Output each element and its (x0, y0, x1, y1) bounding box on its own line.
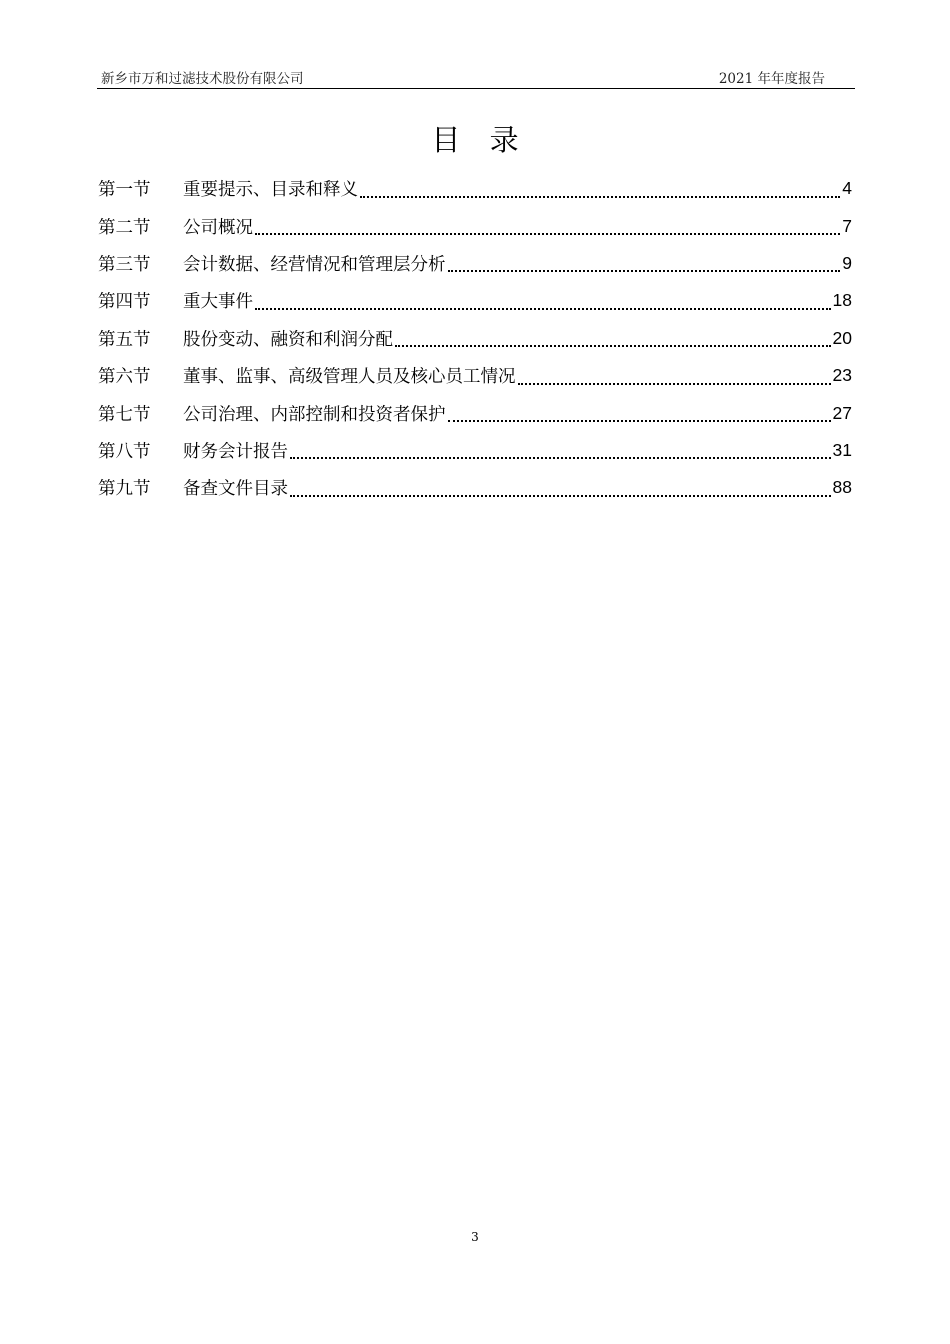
toc-leader-dots (395, 325, 831, 347)
header-company-name: 新乡市万和过滤技术股份有限公司 (101, 71, 304, 87)
toc-leader-dots (290, 475, 831, 497)
toc-page-number: 9 (842, 252, 852, 273)
toc-title: 目 录 (431, 123, 529, 157)
header-report-title: 2021 年年度报告 (718, 71, 825, 87)
toc-leader-dots (360, 176, 840, 198)
toc-section-number: 第五节 (98, 329, 151, 350)
table-of-contents (98, 170, 852, 507)
toc-leader-dots (255, 213, 840, 235)
toc-entry[interactable] (98, 282, 852, 319)
toc-section-title: 重大事件 (183, 292, 253, 313)
toc-leader-dots (448, 400, 831, 422)
toc-entry[interactable] (98, 320, 852, 357)
toc-entry[interactable] (98, 357, 852, 394)
toc-leader-dots (448, 250, 841, 272)
toc-section-number: 第九节 (98, 479, 151, 500)
toc-section-title: 公司概况 (183, 217, 253, 238)
toc-page-number: 7 (842, 215, 852, 236)
toc-page-number: 27 (832, 402, 852, 423)
toc-page-number: 4 (842, 178, 852, 199)
toc-entry[interactable] (98, 207, 852, 244)
toc-section-number: 第六节 (98, 367, 151, 388)
toc-section-number: 第八节 (98, 441, 151, 462)
toc-entry[interactable] (98, 432, 852, 469)
page-header (97, 64, 855, 89)
toc-page-number: 18 (832, 290, 852, 311)
toc-section-title: 财务会计报告 (183, 441, 288, 462)
toc-section-number: 第一节 (98, 180, 151, 201)
toc-section-title: 公司治理、内部控制和投资者保护 (183, 404, 446, 425)
toc-section-title: 董事、监事、高级管理人员及核心员工情况 (183, 367, 516, 388)
toc-page-number: 31 (832, 439, 852, 460)
toc-leader-dots (255, 288, 831, 310)
toc-section-title: 股份变动、融资和利润分配 (183, 329, 393, 350)
page-number: 3 (471, 1230, 479, 1244)
toc-section-number: 第三节 (98, 254, 151, 275)
toc-section-number: 第二节 (98, 217, 151, 238)
toc-section-title: 重要提示、目录和释义 (183, 180, 358, 201)
toc-page-number: 20 (832, 327, 852, 348)
toc-entry[interactable] (98, 245, 852, 282)
toc-page-number: 88 (832, 477, 852, 498)
toc-leader-dots (290, 437, 831, 459)
toc-section-number: 第七节 (98, 404, 151, 425)
toc-entry[interactable] (98, 394, 852, 431)
toc-leader-dots (518, 363, 831, 385)
toc-entry[interactable] (98, 170, 852, 207)
toc-section-number: 第四节 (98, 292, 151, 313)
toc-page-number: 23 (832, 365, 852, 386)
toc-entry[interactable] (98, 469, 852, 506)
toc-section-title: 会计数据、经营情况和管理层分析 (183, 254, 446, 275)
toc-section-title: 备查文件目录 (183, 479, 288, 500)
